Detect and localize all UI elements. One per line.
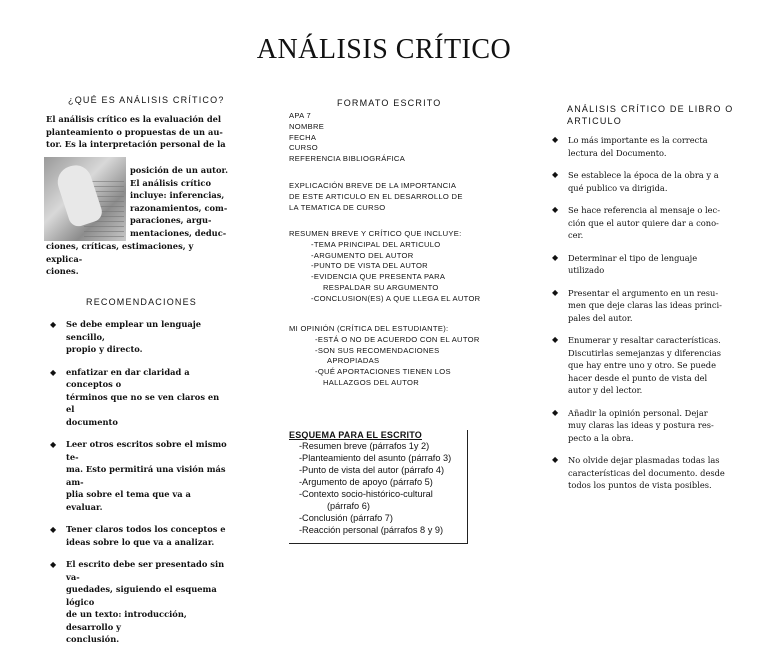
resumen-line: -PUNTO DE VISTA DEL AUTOR [311,261,428,271]
list-item: ◆ Se debe emplear un lenguaje sencillo, propio y directo. [50,319,202,354]
list-item: ◆ Se establece la época de la obra y a qué publico va dirigida. [552,170,719,193]
format-block [289,111,479,165]
esquema-item: (párrafo 6) [327,501,370,511]
explicacion-block [289,181,489,213]
explicacion-line: LA TEMATICA DE CURSO [289,202,386,212]
list-item: ◆ No olvide dejar plasmadas todas las características del documento. desde todos los puntos de vista posibles. [552,455,725,490]
middle-heading: FORMATO ESCRITO [337,98,442,108]
beside-line: paraciones, argu- [130,215,212,225]
esquema-item: -Conclusión (párrafo 7) [299,513,393,523]
resumen-line: RESUMEN BREVE Y CRÍTICO QUE INCLUYE: [289,229,462,238]
resumen-line: -ARGUMENTO DEL AUTOR [311,250,414,260]
page-title: ANÁLISIS CRÍTICO [256,34,512,65]
list-item: ◆ Lo más importante es la correcta lectura del Documento. [552,135,708,158]
diamond-bullet-icon: ◆ [50,559,57,569]
right-heading [567,103,733,127]
resumen-line: -TEMA PRINCIPAL DEL ARTICULO [311,239,441,249]
recommendations-list [50,318,230,656]
explicacion-line: EXPLICACIÓN BREVE DE LA IMPORTANCIA [289,181,457,190]
opinion-line: HALLAZGOS DEL AUTOR [323,377,420,387]
esquema-item: -Resumen breve (párrafos 1y 2) [299,441,430,451]
diamond-bullet-icon: ◆ [552,205,559,214]
beside-line: El análisis crítico [130,177,211,188]
list-item: ◆ Enumerar y resaltar características. Discutirlas semejanzas y diferencias que hay entre uno y otro. Se puede hacer desde el punto de vista del autor y del lector. [552,335,722,395]
diamond-bullet-icon: ◆ [552,335,559,344]
format-line: CURSO [289,143,318,153]
diamond-bullet-icon: ◆ [552,455,559,464]
resumen-line: RESPALDAR SU ARGUMENTO [323,282,439,292]
esquema-item: -Planteamiento del asunto (párrafo 3) [299,453,452,463]
list-item: ◆ Se hace referencia al mensaje o lec- ción que el autor quiere dar a cono- cer. [552,205,721,240]
left-intro [46,113,226,151]
list-item: ◆ El escrito debe ser presentado sin va- guedades, siguiendo el esquema lógico de un texto: introducción, desarrollo y conclusión. [50,559,225,644]
diamond-bullet-icon: ◆ [552,407,559,417]
right-list [552,134,732,502]
list-item: ◆ Determinar el tipo de lenguaje utilizado [552,252,698,275]
list-item: ◆ Leer otros escritos sobre el mismo te- ma. Esto permitirá una visión más am- plia sobre el tema que va a evaluar. [50,439,227,512]
esquema-heading: ESQUEMA PARA EL ESCRITO [289,430,422,440]
intro-line: El análisis crítico es la evaluación del [46,114,222,124]
esquema-item: -Reacción personal (párrafos 8 y 9) [299,525,444,535]
list-item: ◆ Presentar el argumento en un resu- men que deje claras las ideas princi- pales del autor. [552,287,722,323]
recommendations-heading: RECOMENDACIONES [86,297,198,307]
list-item: ◆ enfatizar en dar claridad a conceptos o términos que no se ven claros en el documento [50,366,220,427]
esquema-item: -Punto de vista del autor (párrafo 4) [299,465,445,475]
explicacion-line: DE ESTE ARTICULO EN EL DESARROLLO DE [289,191,463,201]
format-line: NOMBRE [289,121,325,131]
diamond-bullet-icon: ◆ [50,366,57,377]
resumen-line: -EVIDENCIA QUE PRESENTA PARA [311,272,446,282]
format-line: FECHA [289,132,317,142]
format-line: REFERENCIA BIBLIOGRÁFICA [289,154,406,164]
left-heading: ¿QUÉ ES ANÁLISIS CRÍTICO? [68,95,225,105]
tail-line: ciones, críticas, estimaciones, y explica- [46,241,194,264]
diamond-bullet-icon: ◆ [552,135,559,144]
list-item: ◆ Añadir la opinión personal. Dejar muy claras las ideas y postura res- pecto a la obra. [552,407,714,443]
right-heading-line: ARTICULO [567,116,622,126]
intro-line: planteamiento o propuestas de un au- [46,126,223,137]
beside-line: posición de un autor. [130,165,229,175]
list-item: ◆ Tener claros todos los conceptos e ideas sobre lo que va a analizar. [50,524,226,547]
resumen-line: -CONCLUSION(ES) A QUE LLEGA EL AUTOR [311,293,481,303]
opinion-line: APROPIADAS [327,356,380,366]
esquema-item: -Contexto socio-histórico-cultural [299,489,433,499]
diamond-bullet-icon: ◆ [552,287,559,297]
left-tail [46,240,226,278]
opinion-line: -SON SUS RECOMENDACIONES [315,345,440,355]
hand-shape [54,161,105,229]
resumen-block [289,229,489,305]
beside-line: incluye: inferencias, [130,190,225,200]
diamond-bullet-icon: ◆ [552,170,559,179]
intro-line: tor. Es la interpretación personal de la [46,139,226,149]
diamond-bullet-icon: ◆ [50,439,57,449]
diamond-bullet-icon: ◆ [50,319,57,329]
tail-line: ciones. [46,266,79,276]
esquema-item: -Argumento de apoyo (párrafo 5) [299,477,433,487]
beside-line: mentaciones, deduc- [130,227,227,238]
opinion-line: MI OPINIÓN (CRÍTICA DEL ESTUDIANTE): [289,324,449,333]
diamond-bullet-icon: ◆ [552,252,559,262]
beside-line: razonamientos, com- [130,202,228,213]
opinion-line: -ESTÁ O NO DE ACUERDO CON EL AUTOR [315,334,480,344]
opinion-line: -QUÉ APORTACIONES TIENEN LOS [315,367,451,377]
right-heading-line: ANÁLISIS CRÍTICO DE LIBRO O [567,104,734,114]
diamond-bullet-icon: ◆ [50,524,57,534]
format-line: APA 7 [289,111,312,120]
esquema-box [289,430,468,544]
opinion-block [289,324,489,389]
left-beside-photo [130,164,230,239]
writing-hand-photo [44,157,126,241]
